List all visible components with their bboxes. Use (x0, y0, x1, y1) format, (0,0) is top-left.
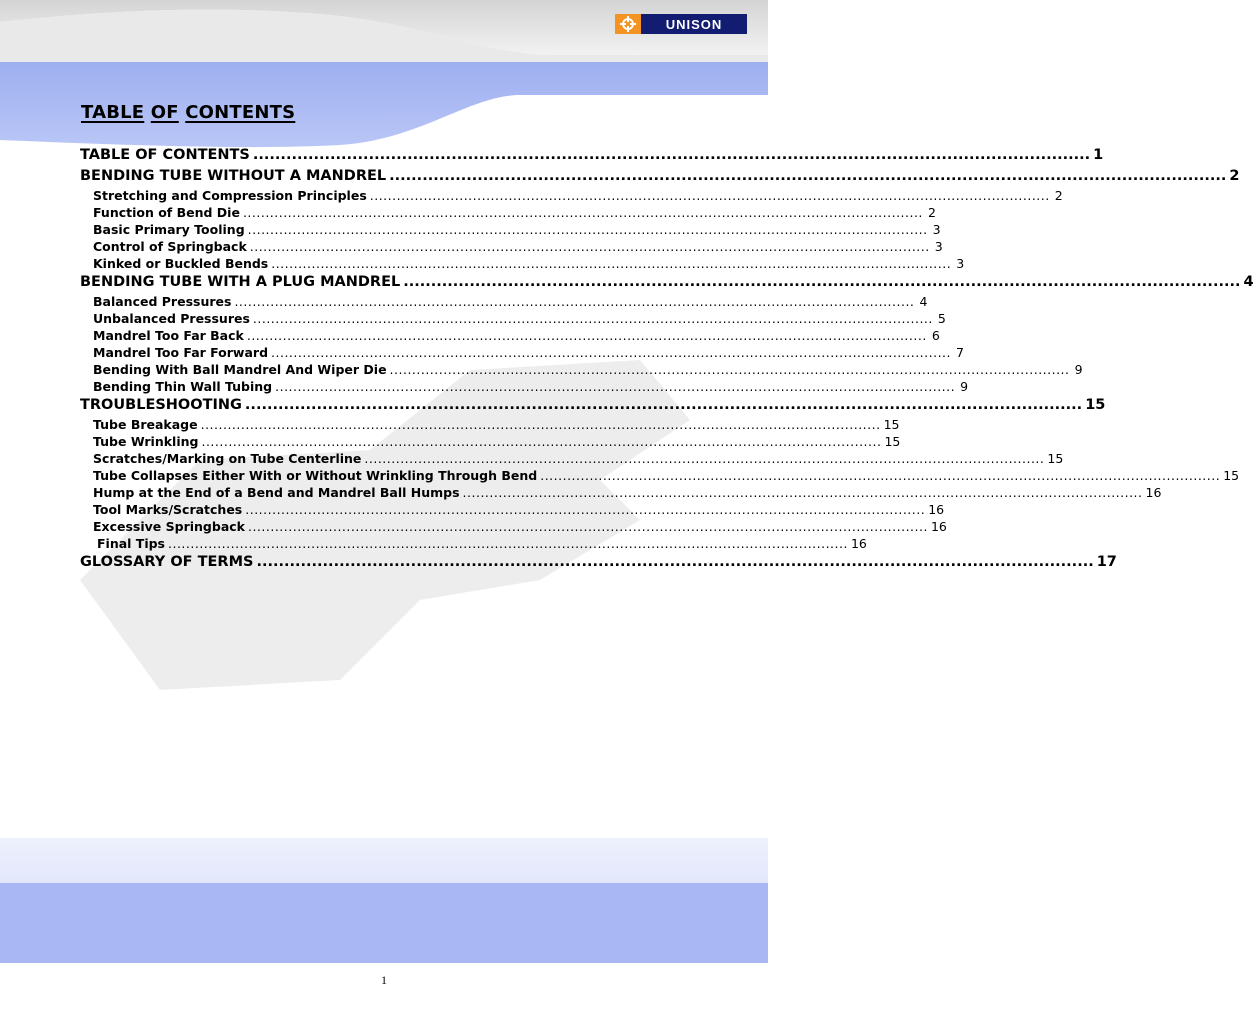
leader-dots: ........................................................................................................................................................ (252, 311, 933, 326)
leader-dots: ........................................................................................................................................................ (369, 188, 1050, 203)
leader-dots: ........................................................................................................................................................ (462, 485, 1143, 500)
toc-entry-page: 16 (850, 536, 867, 551)
toc-heading-word: TABLE (81, 102, 145, 123)
toc-entry-page: 4 (1243, 274, 1254, 290)
toc-entry-page: 16 (930, 519, 947, 534)
toc-entry-page: 3 (956, 256, 965, 271)
leader-dots: ........................................................................................................................................................ (245, 502, 926, 517)
page-number: 1 (381, 973, 387, 987)
toc-entry[interactable] (80, 145, 1104, 166)
leader-dots: ........................................................................................................................................................ (256, 554, 1094, 570)
leader-dots: ........................................................................................................................................................ (252, 147, 1091, 163)
toc-entry[interactable] (80, 187, 1063, 204)
toc-entry-page: 3 (932, 222, 941, 237)
toc-entry[interactable] (80, 344, 964, 361)
toc-entry-title: Bending Thin Wall Tubing (93, 379, 273, 394)
toc-entry-page: 15 (1047, 451, 1064, 466)
footer-light-band (0, 838, 768, 884)
toc-entry[interactable] (80, 272, 1254, 293)
leader-dots: ........................................................................................................................................................ (247, 222, 928, 237)
leader-dots: ........................................................................................................................................................ (168, 536, 848, 551)
toc-entry-page: 15 (1085, 397, 1106, 413)
toc-entry-page: 16 (1145, 485, 1162, 500)
toc-entry[interactable] (80, 395, 1106, 416)
toc-entry[interactable] (80, 327, 940, 344)
toc-entry-title: Balanced Pressures (93, 294, 232, 309)
toc-entry-title: Scratches/Marking on Tube Centerline (93, 451, 362, 466)
toc-entry-title: Stretching and Compression Principles (93, 188, 367, 203)
toc-entry-title: Tube Breakage (93, 417, 198, 432)
toc-entry[interactable] (80, 552, 1117, 573)
toc-entry[interactable] (80, 361, 1083, 378)
toc-entry-title: Kinked or Buckled Bends (93, 256, 269, 271)
toc-entry[interactable] (80, 293, 928, 310)
leader-dots: ........................................................................................................................................................ (242, 205, 923, 220)
toc-entry-page: 1 (1093, 147, 1104, 163)
toc-entry[interactable] (80, 518, 947, 535)
footer-blue-band (0, 883, 768, 963)
toc-entry[interactable] (80, 166, 1240, 187)
leader-dots: ........................................................................................................................................................ (389, 168, 1227, 184)
toc-entry[interactable] (80, 484, 1162, 501)
leader-dots: ........................................................................................................................................................ (234, 294, 915, 309)
toc-entry-title: Unbalanced Pressures (93, 311, 250, 326)
leader-dots: ........................................................................................................................................................ (249, 239, 930, 254)
toc-entry-page: 6 (931, 328, 940, 343)
toc-entry-title: BENDING TUBE WITH A PLUG MANDREL (80, 274, 401, 290)
toc-entry-page: 4 (919, 294, 928, 309)
toc-entry-title: Hump at the End of a Bend and Mandrel Ball Humps (93, 485, 460, 500)
toc-entry[interactable] (80, 221, 941, 238)
toc-entry[interactable] (80, 467, 1240, 484)
leader-dots: ........................................................................................................................................................ (540, 468, 1221, 483)
toc-entry-title: Mandrel Too Far Forward (93, 345, 269, 360)
toc-entry-page: 16 (928, 502, 945, 517)
toc-entry-page: 5 (937, 311, 946, 326)
toc-entry-title: Tube Wrinkling (93, 434, 199, 449)
toc-entry-page: 2 (1229, 168, 1240, 184)
toc-entry-title: Excessive Springback (93, 519, 245, 534)
toc-entry[interactable] (80, 416, 900, 433)
toc-entry[interactable] (80, 310, 946, 327)
toc-entry-page: 7 (956, 345, 964, 360)
toc-entry[interactable] (80, 378, 969, 395)
toc-entry[interactable] (80, 204, 936, 221)
toc-entry-title: Basic Primary Tooling (93, 222, 245, 237)
toc-entry-title: GLOSSARY OF TERMS (80, 554, 254, 570)
toc-entry-title: Final Tips (97, 536, 165, 551)
toc-entry-title: Tool Marks/Scratches (93, 502, 243, 517)
leader-dots: ........................................................................................................................................................ (244, 397, 1083, 413)
toc-heading (81, 100, 295, 126)
toc-entry-page: 15 (1223, 468, 1240, 483)
leader-dots: ........................................................................................................................................................ (389, 362, 1070, 377)
toc-entry[interactable] (80, 433, 901, 450)
toc-entry-page: 2 (1054, 188, 1063, 203)
unison-logo (615, 14, 747, 34)
toc-entry-title: Mandrel Too Far Back (93, 328, 244, 343)
toc-entry[interactable] (80, 501, 945, 518)
toc-entry-page: 15 (884, 434, 901, 449)
leader-dots: ........................................................................................................................................................ (275, 379, 956, 394)
crosshair-icon (615, 14, 641, 34)
leader-dots: ........................................................................................................................................................ (200, 417, 881, 432)
toc-entry-title: Tube Collapses Either With or Without Wrinkling Through Bend (93, 468, 538, 483)
toc-entry-title: BENDING TUBE WITHOUT A MANDREL (80, 168, 387, 184)
toc-entry-title: TROUBLESHOOTING (80, 397, 242, 413)
toc-entry-page: 9 (960, 379, 969, 394)
toc-heading-word: OF (150, 102, 179, 123)
toc-entry[interactable] (80, 255, 965, 272)
toc-entry[interactable] (80, 535, 867, 552)
toc-entry-title: Control of Springback (93, 239, 247, 254)
toc-entry-page: 17 (1096, 554, 1117, 570)
toc-entry-title: TABLE OF CONTENTS (80, 147, 250, 163)
logo-wordmark: UNISON (641, 14, 747, 34)
toc-entry-page: 2 (927, 205, 936, 220)
toc-entry-page: 3 (934, 239, 943, 254)
toc-entry-title: Function of Bend Die (93, 205, 240, 220)
leader-dots: ........................................................................................................................................................ (247, 519, 928, 534)
toc-entry-title: Bending With Ball Mandrel And Wiper Die (93, 362, 387, 377)
toc-entry[interactable] (80, 450, 1064, 467)
leader-dots: ........................................................................................................................................................ (246, 328, 927, 343)
toc-entry[interactable] (80, 238, 943, 255)
leader-dots: ........................................................................................................................................................ (201, 434, 882, 449)
toc-heading-word: CONTENTS (185, 102, 296, 123)
leader-dots: ........................................................................................................................................................ (271, 256, 952, 271)
leader-dots: ........................................................................................................................................................ (364, 451, 1045, 466)
toc-list (80, 145, 1254, 573)
toc-entry-page: 9 (1074, 362, 1083, 377)
toc-entry-page: 15 (883, 417, 900, 432)
leader-dots: ........................................................................................................................................................ (403, 274, 1241, 290)
leader-dots: ........................................................................................................................................................ (271, 345, 951, 360)
